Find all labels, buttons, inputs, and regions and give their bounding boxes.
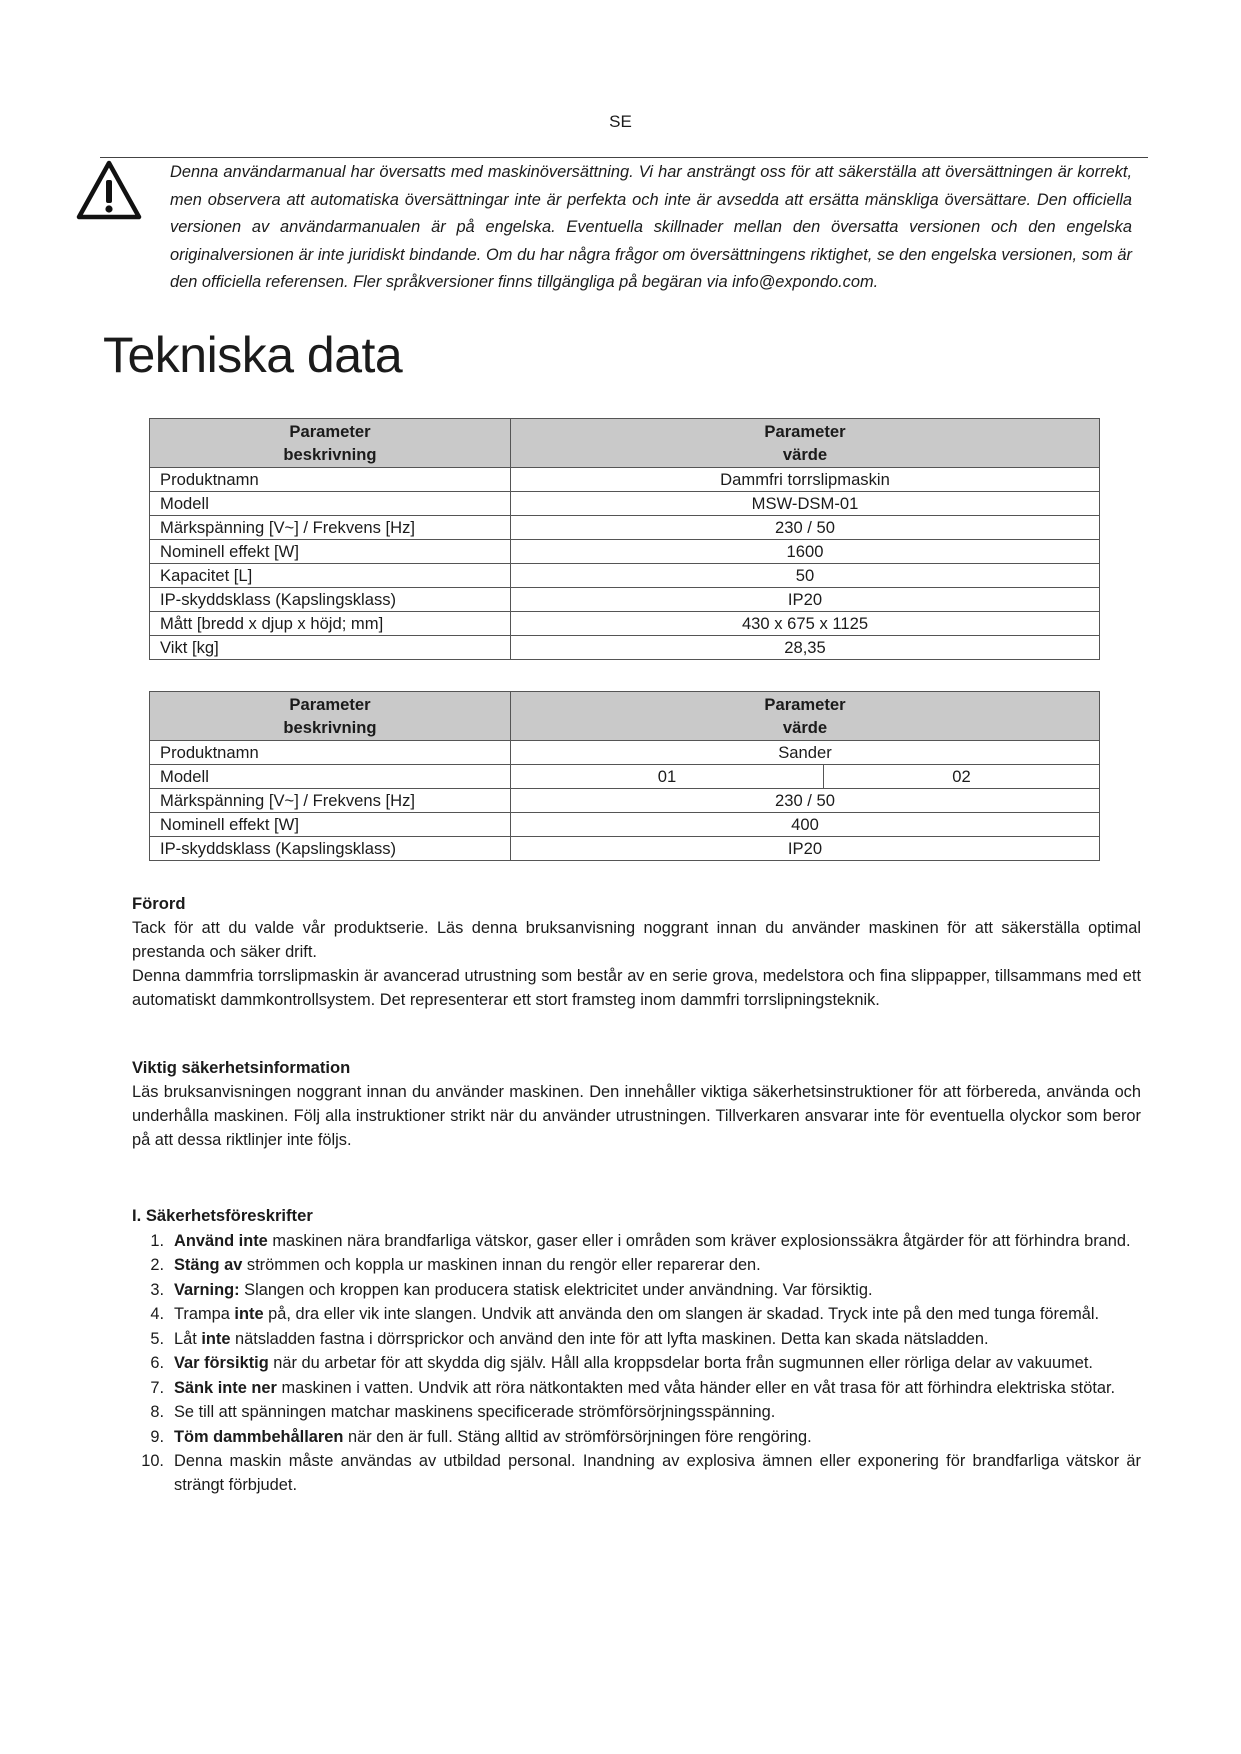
warning-triangle-icon: [76, 160, 142, 220]
list-item: 4. Trampa inte på, dra eller vik inte slangen. Undvik att använda den om slangen är skadad. Tryck inte på den med tunga föremål.: [150, 1305, 1100, 1323]
row-value: 1600: [511, 540, 1100, 564]
row-value: IP20: [511, 837, 1100, 861]
safety-info-heading: Viktig säkerhetsinformation: [132, 1058, 351, 1077]
row-label: Nominell effekt [W]: [150, 540, 511, 564]
page-title: Tekniska data: [103, 327, 403, 383]
table-row: [150, 612, 1100, 636]
list-item: 7. Sänk inte ner maskinen i vatten. Undvik att röra nätkontakten med våta händer eller en våt trasa för att förhindra elektriska stötar.: [150, 1378, 1116, 1397]
foreword-heading: Förord: [132, 894, 186, 913]
row-label: Vikt [kg]: [150, 636, 511, 660]
spec-table-sander: [149, 691, 1100, 861]
list-item: 10. Denna maskin måste användas av utbildad personal. Inandning av explosiva ämnen eller exponering för brandfarliga vätskor är strängt förbjudet.: [141, 1452, 1141, 1494]
list-item: 9. Töm dammbehållaren när den är full. Stäng alltid av strömförsörjningen före rengöring.: [150, 1427, 812, 1446]
row-value: 28,35: [511, 636, 1100, 660]
row-label: Nominell effekt [W]: [150, 813, 511, 837]
header-parameter-description: Parameter beskrivning: [150, 419, 511, 468]
table-header-row: [150, 419, 1100, 468]
row-value: 50: [511, 564, 1100, 588]
row-label: Modell: [150, 492, 511, 516]
page-language-label: SE: [609, 112, 632, 131]
row-value: Sander: [511, 741, 1100, 765]
header-divider: [100, 157, 1148, 158]
safety-rules-list: [132, 1229, 1141, 1498]
row-label: IP-skyddsklass (Kapslingsklass): [150, 588, 511, 612]
table-row: [150, 837, 1100, 861]
row-value: 430 x 675 x 1125: [511, 612, 1100, 636]
list-item: 8. Se till att spänningen matchar maskinens specificerade strömförsörjningsspänning.: [150, 1403, 776, 1421]
row-label: Kapacitet [L]: [150, 564, 511, 588]
table-row: [150, 813, 1100, 837]
table-header-row: [150, 692, 1100, 741]
header-parameter-value: Parameter värde: [511, 419, 1100, 468]
translation-disclaimer: Denna användarmanual har översatts med maskinöversättning. Vi har ansträngt oss för att säkerställa att översättningen är korrekt, men observera att automatiska översättningar inte är perfekta och inte är avsedda att ersätta mänskliga översättare. Den officiella versionen av användarmanualen är på engelska. Eventuella skillnader mellan den översatta versionen och den engelska originalversionen är inte juridiskt bindande. Om du har några frågor om översättningens riktighet, se den engelska versionen, som är den officiella referensen. Fler språkversioner finns tillgängliga på begäran via info@expondo.com.: [170, 163, 1132, 292]
table-row: [150, 492, 1100, 516]
list-item: 5. Låt inte nätsladden fastna i dörrsprickor och använd den inte för att lyfta maskinen. Detta kan skada nätsladden.: [150, 1329, 989, 1348]
row-value: MSW-DSM-01: [511, 492, 1100, 516]
safety-info-section: [132, 1056, 1141, 1152]
safety-rules-section: [132, 1204, 1141, 1497]
row-value: 230 / 50: [511, 516, 1100, 540]
row-label: Märkspänning [V~] / Frekvens [Hz]: [150, 789, 511, 813]
row-label: Produktnamn: [150, 741, 511, 765]
header-parameter-value: Parameter värde: [511, 692, 1100, 741]
table-row: [150, 765, 1100, 789]
table-row: [150, 636, 1100, 660]
row-label: Mått [bredd x djup x höjd; mm]: [150, 612, 511, 636]
row-value: Dammfri torrslipmaskin: [511, 468, 1100, 492]
table-row: [150, 588, 1100, 612]
table-row: [150, 516, 1100, 540]
header-parameter-description: Parameter beskrivning: [150, 692, 511, 741]
row-label: Produktnamn: [150, 468, 511, 492]
row-value: 400: [511, 813, 1100, 837]
safety-info-paragraph: Läs bruksanvisningen noggrant innan du använder maskinen. Den innehåller viktiga säkerhetsinstruktioner för att förbereda, använda och underhålla maskinen. Följ alla instruktioner strikt när du använder utrustningen. Tillverkaren ansvarar inte för eventuella olyckor som beror på att dessa riktlinjer inte följs.: [132, 1083, 1141, 1149]
table-row: [150, 789, 1100, 813]
list-item: 1. Använd inte maskinen nära brandfarliga vätskor, gaser eller i områden som kräver explosionssäkra åtgärder för att förhindra brand.: [150, 1231, 1131, 1250]
table-row: [150, 564, 1100, 588]
foreword-paragraph: Tack för att du valde vår produktserie. Läs denna bruksanvisning noggrant innan du använder maskinen för att säkerställa optimal prestanda och säker drift.: [132, 919, 1141, 961]
row-value-model-b: 02: [824, 765, 1100, 789]
row-value-model-a: 01: [511, 765, 824, 789]
spec-table-main: [149, 418, 1100, 660]
row-label: Modell: [150, 765, 511, 789]
foreword-section: [132, 892, 1141, 1012]
list-item: 2. Stäng av strömmen och koppla ur maskinen innan du rengör eller reparerar den.: [150, 1256, 761, 1274]
list-item: 6. Var försiktig när du arbetar för att skydda dig själv. Håll alla kroppsdelar borta från sugmunnen eller rörliga delar av vakuumet.: [150, 1354, 1093, 1372]
safety-rules-heading: I. Säkerhetsföreskrifter: [132, 1206, 313, 1225]
row-value: IP20: [511, 588, 1100, 612]
row-label: Märkspänning [V~] / Frekvens [Hz]: [150, 516, 511, 540]
foreword-paragraph: Denna dammfria torrslipmaskin är avancerad utrustning som består av en serie grova, medelstora och fina slippapper, tillsammans med ett automatiskt dammkontrollsystem. Det representerar ett stort framsteg inom dammfri torrslipningsteknik.: [132, 967, 1141, 1009]
table-row: [150, 741, 1100, 765]
table-row: [150, 468, 1100, 492]
list-item: 3. Varning: Slangen och kroppen kan producera statisk elektricitet under användning. Var försiktig.: [150, 1280, 873, 1299]
table-row: [150, 540, 1100, 564]
row-value: 230 / 50: [511, 789, 1100, 813]
row-label: IP-skyddsklass (Kapslingsklass): [150, 837, 511, 861]
